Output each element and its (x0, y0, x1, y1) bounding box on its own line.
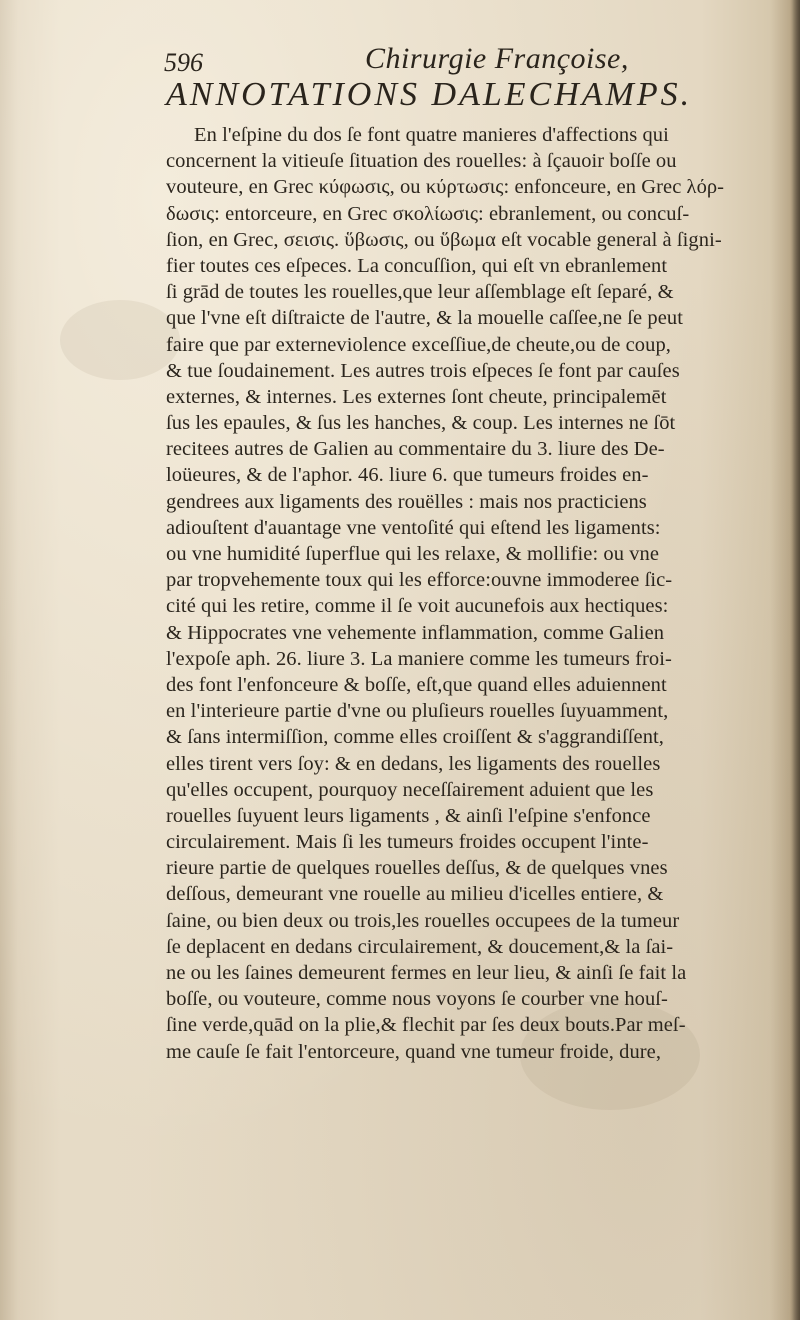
text-line: recitees autres de Galien au commentaire du 3. liure des De- (166, 438, 665, 461)
text-line: ſine verde,quād on la plie,& flechit par ſes deux bouts.Par meſ- (166, 1014, 686, 1037)
text-line: cité qui les retire, comme il ſe voit aucunefois aux hectiques: (166, 595, 669, 618)
text-line: externes, & internes. Les externes ſont cheute, principalemēt (166, 385, 667, 408)
text-line: ne ou les ſaines demeurent fermes en leur lieu, & ainſi ſe fait la (166, 962, 687, 984)
text-line: & Hippocrates vne vehemente inflammation, comme Galien (166, 621, 665, 644)
text-line: rouelles ſuyuent leurs ligaments , & ainſi l'eſpine s'enfonce (166, 804, 651, 827)
section-title: ANNOTATIONS DALECHAMPS. (166, 76, 693, 113)
text-line: l'expoſe aph. 26. liure 3. La maniere comme les tumeurs froi- (166, 647, 672, 670)
body-text (166, 122, 796, 1065)
text-line: me cauſe ſe fait l'entorceure, quand vne tumeur froide, dure, (166, 1040, 662, 1063)
text-line: ſaine, ou bien deux ou trois,les rouelles occupees de la tumeur (166, 909, 680, 932)
paper-stain (60, 300, 180, 380)
text-line: que l'vne eſt diſtraicte de l'autre, & la mouelle caſſee,ne ſe peut (166, 307, 683, 330)
text-line: boſſe, ou vouteure, comme nous voyons ſe courber vne houſ- (166, 988, 668, 1011)
text-line: δωσις: entorceure, en Grec σκολίωσις: ebranlement, ou concuſ- (166, 202, 690, 225)
text-line: adiouſtent d'auantage vne ventoſité qui eſtend les ligaments: (166, 516, 661, 539)
text-line: concernent la vitieuſe ſituation des rouelles: à ſçauoir boſſe ou (166, 150, 677, 173)
text-line: rieure partie de quelques rouelles deſſus, & de quelques vnes (166, 857, 668, 880)
text-line: faire que par externeviolence exceſſiue,de cheute,ou de coup, (166, 333, 671, 356)
text-line: ſus les epaules, & ſus les hanches, & coup. Les internes ne ſōt (166, 412, 676, 435)
running-title: Chirurgie Françoise, (365, 42, 629, 75)
text-line: elles tirent vers ſoy: & en dedans, les ligaments des rouelles (166, 752, 661, 775)
text-line: deſſous, demeurant vne rouelle au milieu d'icelles entiere, & (166, 883, 664, 906)
text-line: circulairement. Mais ſi les tumeurs froides occupent l'inte- (166, 831, 649, 854)
text-line: qu'elles occupent, pourquoy neceſſairement aduient que les (166, 778, 654, 801)
text-line: vouteure, en Grec κύφωσις, ou κύρτωσις: enfonceure, en Grec λόρ- (166, 176, 725, 199)
text-line: ſe deplacent en dedans circulairement, & doucement,& la ſai- (166, 935, 674, 958)
text-line: ſion, en Grec, σεισις. ὕβωσις, ou ὕβωμα eſt vocable general à ſigni- (166, 228, 722, 251)
text-line: en l'interieure partie d'vne ou pluſieurs rouelles ſuyuamment, (166, 700, 669, 723)
page-number: 596 (164, 48, 203, 77)
text-line: ou vne humidité ſuperflue qui les relaxe, & mollifie: ou vne (166, 543, 660, 565)
text-line: par tropvehemente toux qui les efforce:ouvne immoderee ſic- (166, 569, 673, 592)
text-line: & tue ſoudainement. Les autres trois eſpeces ſe font par cauſes (166, 359, 680, 382)
text-line: loüeures, & de l'aphor. 46. liure 6. que tumeurs froides en- (166, 464, 649, 487)
text-line: ſi grād de toutes les rouelles,que leur aſſemblage eſt ſeparé, & (166, 281, 674, 304)
text-line: des font l'enfonceure & boſſe, eſt,que quand elles aduiennent (166, 673, 667, 696)
text-line: gendrees aux ligaments des rouëlles : mais nos practiciens (166, 490, 647, 513)
text-line: En l'eſpine du dos ſe font quatre manieres d'affections qui (194, 124, 669, 146)
text-line: & ſans intermiſſion, comme elles croiſſent & s'aggrandiſſent, (166, 726, 664, 749)
text-line: fier toutes ces eſpeces. La concuſſion, qui eſt vn ebranlement (166, 254, 668, 277)
